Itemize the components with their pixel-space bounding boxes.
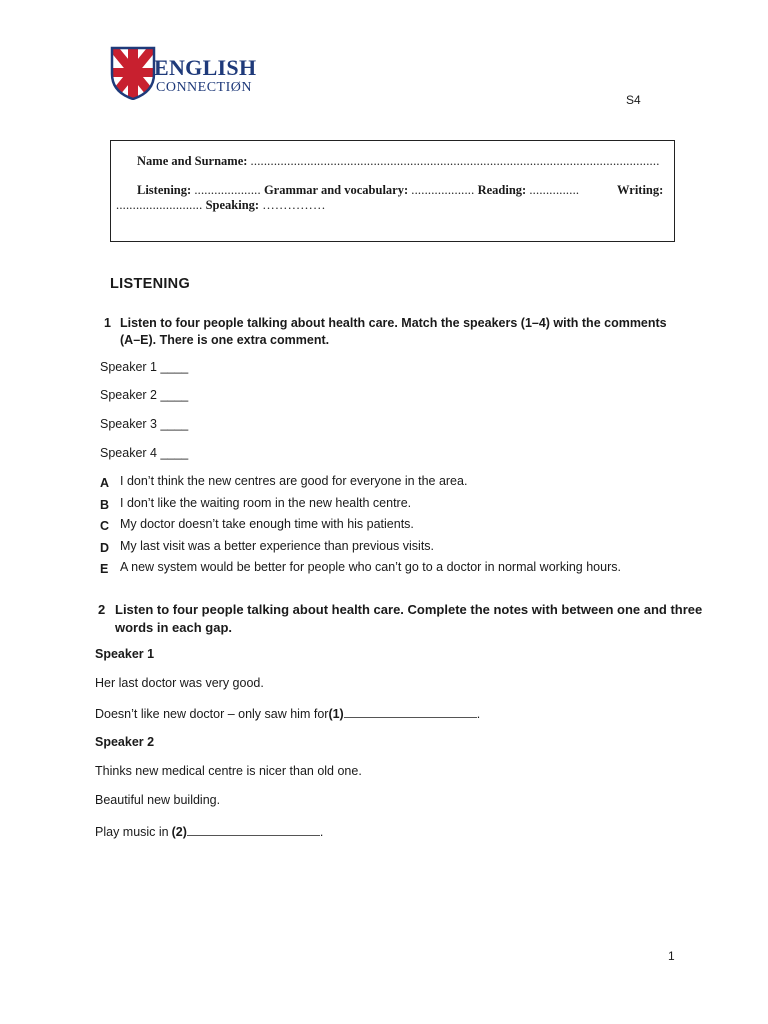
writing-label: Writing: xyxy=(617,183,664,197)
speaking-field[interactable]: …………… xyxy=(262,198,326,212)
q2-speaker-1-heading: Speaker 1 xyxy=(95,647,155,661)
q1-speaker-2[interactable]: Speaker 2 ____ xyxy=(100,388,189,402)
q2-s2-note-3-text: Play music in xyxy=(95,825,169,839)
gap-1-answer-field[interactable] xyxy=(344,705,477,718)
name-label: Name and Surname: xyxy=(137,154,248,168)
q2-s1-note-1: Her last doctor was very good. xyxy=(95,676,264,690)
gap-1-period: . xyxy=(476,707,481,721)
q1-number: 1 xyxy=(104,316,111,330)
q1-option-d xyxy=(100,539,109,557)
reading-field[interactable]: ............... xyxy=(529,183,580,197)
q2-number: 2 xyxy=(98,602,106,617)
scores-row xyxy=(137,183,579,198)
q1-option-e xyxy=(100,560,108,578)
option-letter: D xyxy=(100,541,110,555)
q1-speaker-3[interactable]: Speaker 3 ____ xyxy=(100,417,189,431)
reading-label: Reading: xyxy=(477,183,527,197)
q1-option-c xyxy=(100,517,109,535)
speaking-label: Speaking: xyxy=(205,198,260,212)
q2-s2-note-1: Thinks new medical centre is nicer than old one. xyxy=(95,764,362,778)
option-letter: B xyxy=(100,498,110,512)
listening-label: Listening: xyxy=(137,183,192,197)
q1-option-a-text: I don’t think the new centres are good for everyone in the area. xyxy=(120,474,468,488)
q1-speaker-4[interactable]: Speaker 4 ____ xyxy=(100,446,189,460)
q1-instruction-line2: (A–E). There is one extra comment. xyxy=(120,333,330,347)
scores-row-2 xyxy=(116,198,326,213)
logo-text-connection: CONNECTIØN xyxy=(156,80,252,95)
gap-2-label: (2) xyxy=(171,825,187,839)
q1-option-c-text: My doctor doesn’t take enough time with his patients. xyxy=(120,517,414,531)
q1-option-e-text: A new system would be better for people who can’t go to a doctor in normal working hours. xyxy=(120,560,621,574)
grammar-field[interactable]: ................... xyxy=(411,183,475,197)
q2-s1-note-2-text: Doesn’t like new doctor – only saw him for xyxy=(95,707,329,721)
gap-1-label: (1) xyxy=(328,707,344,721)
option-letter: E xyxy=(100,562,109,576)
q1-option-b xyxy=(100,496,109,514)
listening-field[interactable]: .................... xyxy=(194,183,261,197)
q2-s2-note-3 xyxy=(95,823,323,839)
q2-speaker-2-heading: Speaker 2 xyxy=(95,735,155,749)
name-surname-row xyxy=(137,154,660,169)
name-field[interactable]: ........................................................................................................................... xyxy=(250,154,660,168)
q1-instruction-line1: Listen to four people talking about health care. Match the speakers (1–4) with the comments xyxy=(120,316,667,330)
q1-option-b-text: I don’t like the waiting room in the new health centre. xyxy=(120,496,412,510)
test-code: S4 xyxy=(626,93,641,107)
union-jack-shield-icon xyxy=(110,44,156,100)
writing-field[interactable]: .......................... xyxy=(116,198,203,212)
page-number: 1 xyxy=(668,949,675,963)
option-letter: A xyxy=(100,476,110,490)
grammar-label: Grammar and vocabulary: xyxy=(263,183,409,197)
q2-instruction-line1: Listen to four people talking about health care. Complete the notes with between one and three xyxy=(115,602,703,617)
q2-instruction-line2: words in each gap. xyxy=(115,620,233,635)
q1-speaker-1[interactable]: Speaker 1 ____ xyxy=(100,360,189,374)
q1-option-a xyxy=(100,474,109,492)
option-letter: C xyxy=(100,519,110,533)
q1-option-d-text: My last visit was a better experience than previous visits. xyxy=(120,539,435,553)
section-title-listening: LISTENING xyxy=(110,276,191,292)
q2-s1-note-2 xyxy=(95,705,480,721)
logo-text-english: ENGLISH xyxy=(154,55,257,80)
q2-s2-note-2: Beautiful new building. xyxy=(95,793,221,807)
gap-2-answer-field[interactable] xyxy=(187,823,320,836)
gap-2-period: . xyxy=(319,825,324,839)
